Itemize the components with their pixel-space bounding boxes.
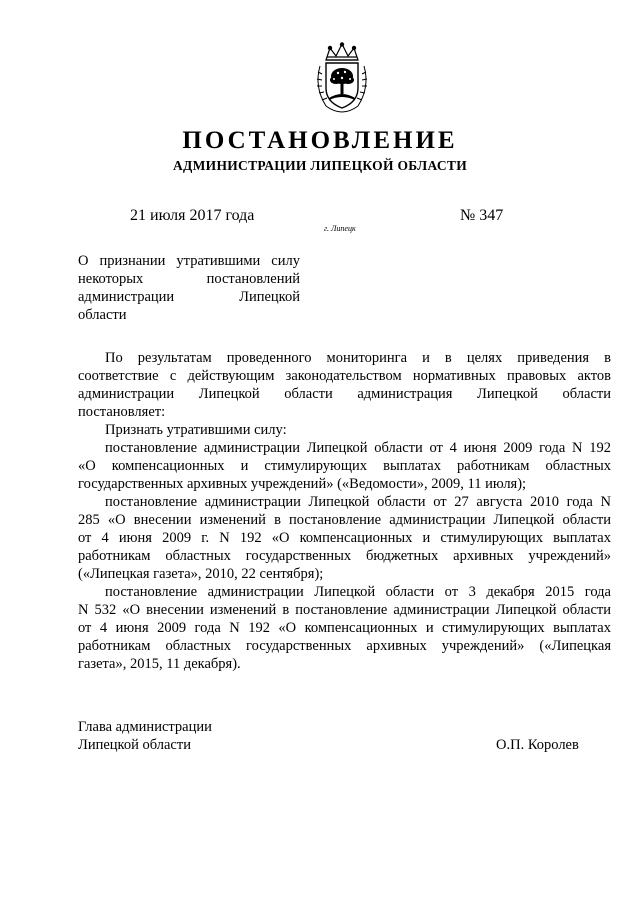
- body-line: постановляет:: [78, 404, 166, 420]
- body-line: от 4 июня 2009 года N 192 «О компенсационных и стимулирующих выплатах: [78, 620, 611, 636]
- signature-name: О.П. Королев: [496, 737, 579, 753]
- body-line: администрации Липецкой области администрация Липецкой области: [78, 386, 611, 402]
- body-line: 285 «О внесении изменений в постановление администрации Липецкой области: [78, 512, 611, 528]
- body-line: постановление администрации Липецкой области от 4 июня 2009 года N 192: [105, 440, 611, 456]
- document-title: ПОСТАНОВЛЕНИЕ: [182, 127, 458, 154]
- document-date: 21 июля 2017 года: [130, 207, 255, 224]
- body-line: газета», 2015, 11 декабря).: [78, 656, 241, 672]
- body-line: «О компенсационных и стимулирующих выплатах работникам областных: [78, 458, 611, 474]
- document-city: г. Липецк: [324, 224, 356, 233]
- heading-line: О признании утратившими силу: [78, 253, 300, 269]
- heading-line: некоторых постановлений: [78, 271, 300, 287]
- coat-of-arms-icon: [312, 42, 372, 114]
- body-line: от 4 июня 2009 г. N 192 «О компенсационных и стимулирующих выплатах: [78, 530, 611, 546]
- body-line: работникам областных государственных архивных учреждений» («Липецкая: [78, 638, 611, 654]
- document-subtitle: АДМИНИСТРАЦИИ ЛИПЕЦКОЙ ОБЛАСТИ: [172, 158, 468, 173]
- body-line: Признать утратившими силу:: [105, 422, 287, 438]
- document-heading: [78, 252, 300, 324]
- body-line: государственных архивных учреждений» («Ведомости», 2009, 11 июля);: [78, 476, 527, 492]
- body-line: постановление администрации Липецкой области от 27 августа 2010 года N: [105, 494, 611, 510]
- body-line: N 532 «О внесении изменений в постановление администрации Липецкой области: [78, 602, 611, 618]
- document-body: [78, 349, 611, 673]
- signature-position: Глава администрации: [78, 719, 212, 735]
- signature-region: Липецкой области: [78, 737, 191, 753]
- heading-line: администрации Липецкой: [78, 289, 300, 305]
- body-line: постановление администрации Липецкой области от 3 декабря 2015 года: [105, 584, 611, 600]
- heading-line: области: [78, 307, 127, 323]
- body-line: По результатам проведенного мониторинга и в целях приведения в: [105, 350, 611, 366]
- document-number: № 347: [460, 207, 504, 224]
- body-line: соответствие с действующим законодательством нормативных правовых актов: [78, 368, 611, 384]
- body-line: работникам областных государственных бюджетных архивных учреждений»: [78, 548, 611, 564]
- body-line: («Липецкая газета», 2010, 22 сентября);: [78, 566, 324, 582]
